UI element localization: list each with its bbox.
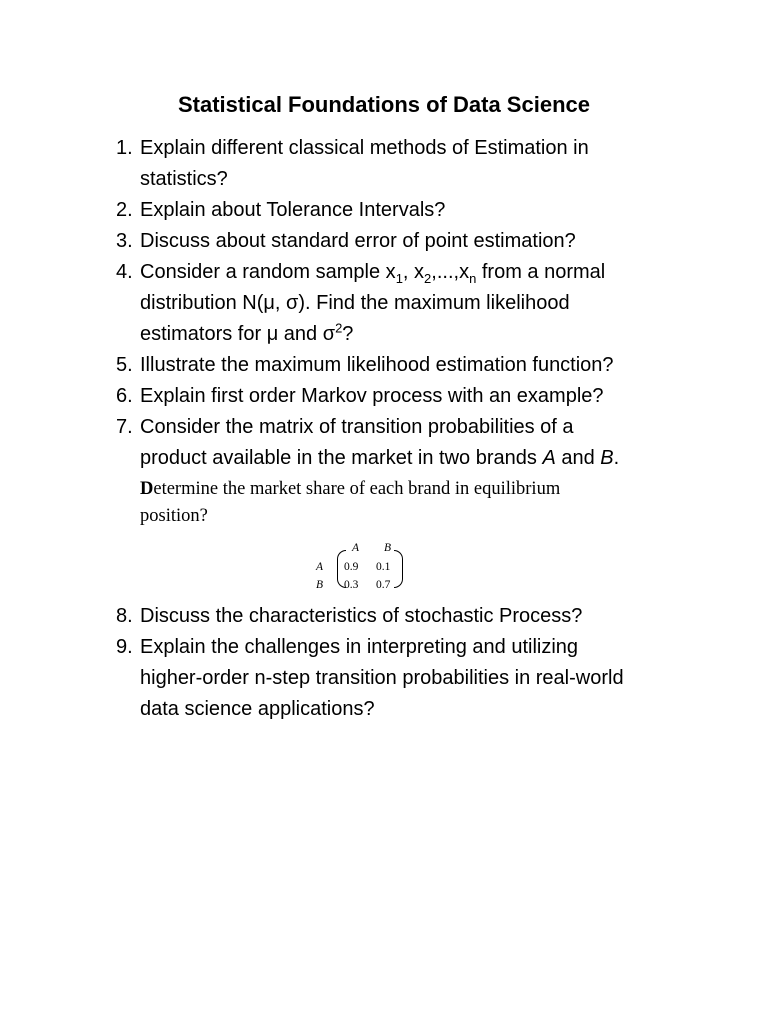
text-run: etermine the market share of each brand in equilibrium	[153, 479, 561, 499]
matrix-cell: 0.3	[344, 579, 359, 591]
question-8	[116, 601, 696, 632]
text-run: estimators for μ and σ	[140, 323, 336, 345]
matrix-row-label: A	[316, 561, 324, 573]
question-4	[116, 257, 696, 350]
question-number: 2.	[116, 199, 133, 221]
question-1	[116, 133, 696, 195]
question-text-line	[140, 319, 696, 350]
question-text: Discuss the characteristics of stochastic Process?	[140, 605, 583, 627]
question-3	[116, 226, 696, 257]
text-run: from a normal	[476, 261, 606, 283]
question-number: 9.	[116, 636, 133, 658]
question-text-line: Explain different classical methods of Estimation in	[140, 137, 589, 159]
question-6	[116, 381, 696, 412]
question-text: Discuss about standard error of point estimation?	[140, 230, 576, 252]
question-text: Illustrate the maximum likelihood estimation function?	[140, 354, 614, 376]
question-text-line: Explain the challenges in interpreting and utilizing	[140, 636, 579, 658]
question-text-line: Consider the matrix of transition probabilities of a	[140, 416, 574, 438]
matrix-col-header: A	[352, 542, 360, 554]
embedded-text-line	[140, 476, 696, 503]
drop-letter: D	[140, 479, 154, 499]
matrix-col-header: B	[384, 542, 392, 554]
question-9	[116, 632, 696, 725]
matrix-cell: 0.9	[344, 561, 359, 573]
matrix-row-label: B	[316, 579, 324, 591]
text-run: product available in the market in two brands	[140, 447, 543, 469]
transition-matrix	[308, 533, 418, 593]
question-7	[116, 412, 696, 593]
question-text-line: higher-order n-step transition probabilities in real-world	[140, 667, 624, 689]
question-text-line: statistics?	[140, 168, 228, 190]
question-5	[116, 350, 696, 381]
transition-matrix-container	[140, 533, 696, 593]
matrix-cell: 0.7	[376, 579, 391, 591]
question-2	[116, 195, 696, 226]
text-run: , x	[402, 261, 425, 283]
text-run: Consider a random sample x	[140, 261, 396, 283]
brand-a-label: A	[542, 447, 556, 469]
matrix-cell: 0.1	[376, 561, 391, 573]
embedded-text-line: position?	[140, 506, 208, 526]
page-title: Statistical Foundations of Data Science	[178, 92, 590, 117]
brand-b-label: B	[600, 447, 614, 469]
question-list	[116, 133, 696, 725]
subscript: 2	[424, 271, 432, 286]
question-number: 8.	[116, 605, 133, 627]
embedded-question-text	[140, 476, 696, 530]
question-number: 6.	[116, 385, 133, 407]
question-text-line: data science applications?	[140, 698, 375, 720]
question-number: 3.	[116, 230, 133, 252]
text-run: and	[555, 447, 601, 469]
question-number: 4.	[116, 261, 133, 283]
question-text: Explain first order Markov process with an example?	[140, 385, 604, 407]
question-text: Explain about Tolerance Intervals?	[140, 199, 446, 221]
question-number: 7.	[116, 416, 133, 438]
subscript: 1	[395, 271, 403, 286]
right-parenthesis	[394, 550, 403, 588]
question-number: 1.	[116, 137, 133, 159]
text-run: ,...,x	[431, 261, 470, 283]
question-text-line	[140, 257, 696, 288]
subscript: n	[469, 271, 477, 286]
superscript: 2	[335, 320, 343, 336]
question-text-line	[140, 443, 696, 474]
question-number: 5.	[116, 354, 133, 376]
text-run: .	[613, 447, 620, 469]
question-text-line: distribution N(μ, σ). Find the maximum likelihood	[140, 292, 570, 314]
text-run: ?	[342, 323, 354, 345]
